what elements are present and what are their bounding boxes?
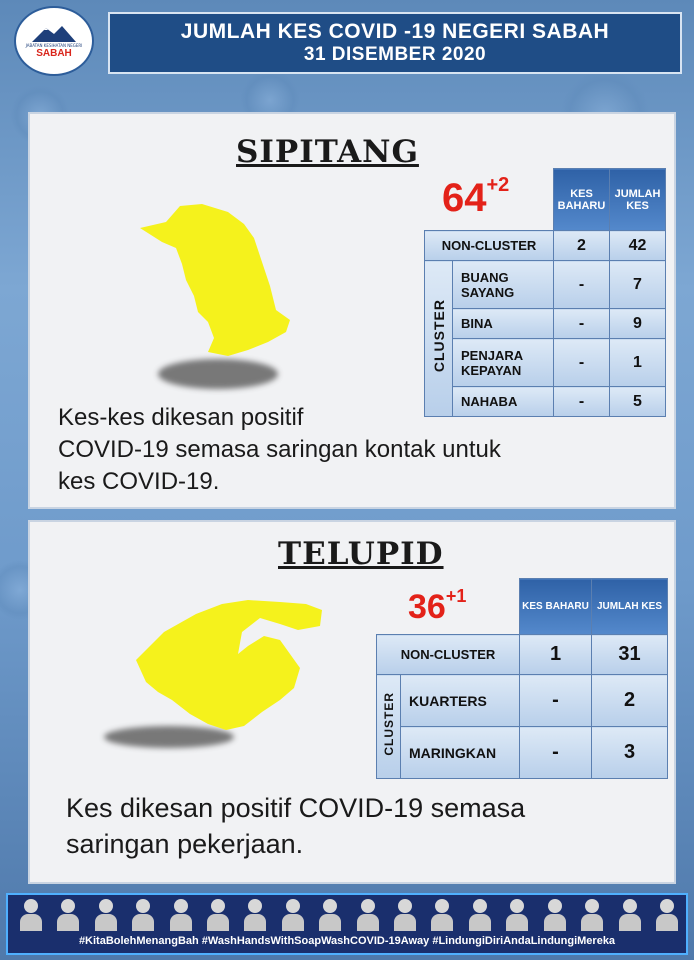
noncluster-total: 31 bbox=[592, 635, 668, 675]
new-cases: +1 bbox=[445, 586, 467, 606]
description-line: Kes-kes dikesan positif bbox=[58, 404, 304, 431]
noncluster-label: NON-CLUSTER bbox=[425, 231, 554, 261]
col-new-header: KES BAHARU bbox=[554, 169, 610, 231]
person-icon bbox=[20, 899, 42, 931]
cluster-name: NAHABA bbox=[453, 387, 554, 417]
col-total-header: JUMLAH KES bbox=[610, 169, 666, 231]
people-illustration bbox=[20, 899, 678, 933]
title-line-1: JUMLAH KES COVID -19 NEGERI SABAH bbox=[180, 20, 610, 43]
cluster-name: BINA bbox=[453, 309, 554, 339]
table-row bbox=[377, 727, 668, 779]
person-icon bbox=[207, 899, 229, 931]
telupid-map-icon bbox=[130, 596, 330, 736]
hashtags: #KitaBolehMenangBah #WashHandsWithSoapWashCOVID-19Away #LindungiDiriAndaLindungiMereka bbox=[78, 935, 616, 947]
cluster-total: 1 bbox=[610, 339, 666, 387]
person-icon bbox=[431, 899, 453, 931]
cases-table bbox=[424, 168, 666, 417]
sipitang-panel bbox=[28, 112, 676, 509]
cluster-total: 5 bbox=[610, 387, 666, 417]
title-date: 31 DISEMBER 2020 bbox=[303, 44, 487, 65]
person-icon bbox=[581, 899, 603, 931]
person-icon bbox=[656, 899, 678, 931]
description-line: saringan pekerjaan. bbox=[66, 829, 304, 859]
page-title bbox=[108, 12, 682, 74]
person-icon bbox=[132, 899, 154, 931]
person-icon bbox=[469, 899, 491, 931]
cluster-new: - bbox=[554, 339, 610, 387]
cluster-total: 7 bbox=[610, 261, 666, 309]
person-icon bbox=[394, 899, 416, 931]
sipitang-map-icon bbox=[136, 202, 296, 362]
cluster-label: CLUSTER bbox=[430, 299, 447, 373]
person-icon bbox=[95, 899, 117, 931]
table-row bbox=[425, 231, 666, 261]
description-line: COVID-19 semasa saringan kontak untuk bbox=[58, 436, 501, 463]
table-row bbox=[377, 675, 668, 727]
table-row bbox=[425, 309, 666, 339]
cluster-new: - bbox=[554, 309, 610, 339]
cluster-total: 3 bbox=[592, 727, 668, 779]
noncluster-new: 1 bbox=[520, 635, 592, 675]
cluster-group bbox=[377, 675, 401, 779]
noncluster-label: NON-CLUSTER bbox=[377, 635, 520, 675]
cluster-new: - bbox=[554, 387, 610, 417]
cluster-total: 2 bbox=[592, 675, 668, 727]
total-cases: 36 bbox=[408, 588, 446, 626]
description-line: Kes dikesan positif COVID-19 semasa bbox=[66, 793, 526, 823]
logo-small-text: JABATAN KESIHATAN NEGERI bbox=[25, 42, 83, 48]
person-icon bbox=[319, 899, 341, 931]
person-icon bbox=[357, 899, 379, 931]
footer-banner bbox=[6, 893, 688, 955]
person-icon bbox=[282, 899, 304, 931]
description-line: kes COVID-19. bbox=[58, 468, 220, 495]
cluster-group bbox=[425, 261, 453, 417]
district-title: SIPITANG bbox=[236, 134, 419, 170]
cases-table bbox=[376, 578, 668, 779]
cluster-name: PENJARA KEPAYAN bbox=[453, 339, 554, 387]
noncluster-total: 42 bbox=[610, 231, 666, 261]
cluster-name: BUANG SAYANG bbox=[453, 261, 554, 309]
district-title: TELUPID bbox=[278, 536, 444, 572]
person-icon bbox=[244, 899, 266, 931]
new-cases: +2 bbox=[486, 174, 510, 196]
table-row bbox=[377, 635, 668, 675]
telupid-panel bbox=[28, 520, 676, 884]
person-icon bbox=[57, 899, 79, 931]
person-icon bbox=[170, 899, 192, 931]
table-row bbox=[425, 339, 666, 387]
col-total-header: JUMLAH KES bbox=[592, 579, 668, 635]
mountain-logo-icon bbox=[32, 24, 76, 42]
total-cases: 64 bbox=[442, 176, 487, 220]
person-icon bbox=[544, 899, 566, 931]
person-icon bbox=[506, 899, 528, 931]
logo-label: SABAH bbox=[36, 47, 72, 59]
cluster-name: KUARTERS bbox=[401, 675, 520, 727]
cluster-new: - bbox=[520, 727, 592, 779]
col-new-header: KES BAHARU bbox=[520, 579, 592, 635]
person-icon bbox=[619, 899, 641, 931]
cluster-label: CLUSTER bbox=[381, 692, 396, 756]
cluster-new: - bbox=[554, 261, 610, 309]
cluster-name: MARINGKAN bbox=[401, 727, 520, 779]
cluster-new: - bbox=[520, 675, 592, 727]
description bbox=[58, 402, 501, 498]
sabah-logo bbox=[14, 6, 94, 76]
noncluster-new: 2 bbox=[554, 231, 610, 261]
description bbox=[66, 790, 525, 862]
table-row bbox=[425, 261, 666, 309]
cluster-total: 9 bbox=[610, 309, 666, 339]
map-shadow bbox=[158, 359, 278, 389]
